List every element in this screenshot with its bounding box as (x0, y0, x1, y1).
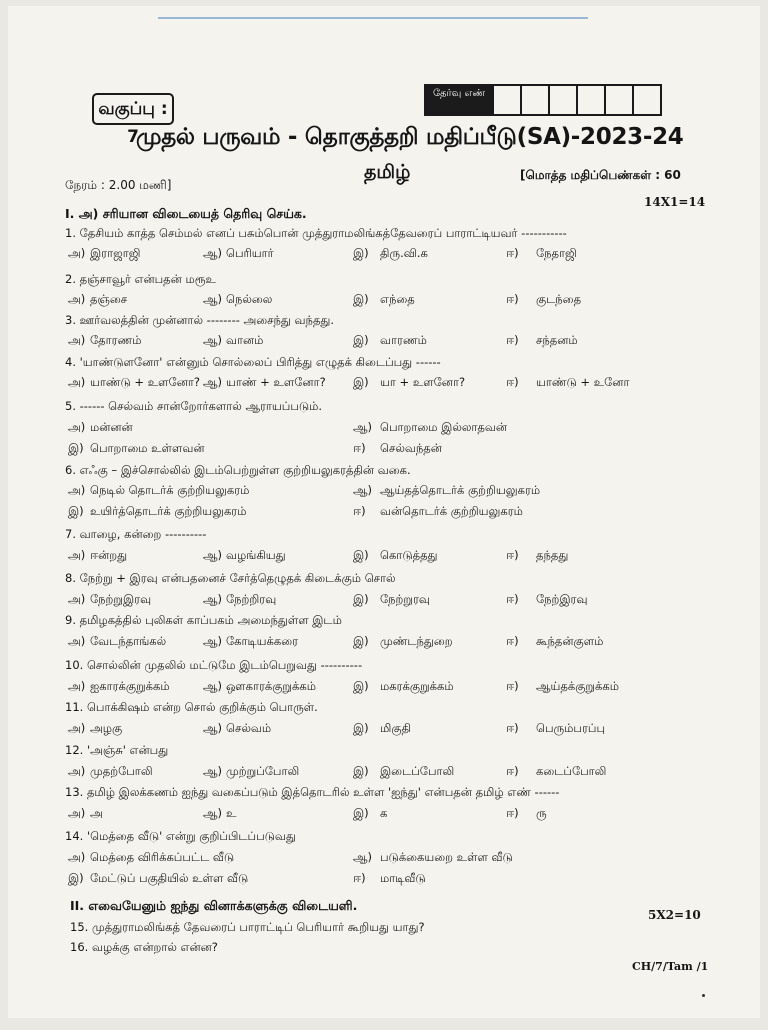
question-12: 12. 'அஞ்சு' என்பது (65, 743, 169, 757)
option-text: பெரியார் (226, 246, 274, 260)
option-text: ஈன்றது (90, 548, 128, 562)
question-2: 2. தஞ்சாவூர் என்பதன் மரூஉ (65, 272, 216, 286)
option-label: ஈ) (506, 592, 519, 606)
option-text: மெத்தை விரிக்கப்பட்ட வீடு (90, 850, 235, 864)
section-1-heading: I. அ) சரியான விடையைத் தெரிவு செய்க. (65, 206, 307, 221)
option-label: ஆ) (353, 420, 373, 434)
question-3: 3. ஊர்வலத்தின் முன்னால் -------- அசைந்து வந்தது. (65, 313, 335, 327)
option-text: நெல்லை (226, 292, 273, 306)
option-text: கோடியக்கரை (226, 634, 299, 648)
option-text: கொடுத்தது (380, 548, 438, 562)
question-16: 16. வழக்கு என்றால் என்ன? (70, 940, 218, 954)
option-label: ஈ) (506, 679, 519, 693)
option-label: இ) (353, 679, 369, 693)
option-text: இராஜாஜி (90, 246, 141, 260)
question-15: 15. முத்துராமலிங்கத் தேவரைப் பாராட்டிப் பெரியார் கூறியது யாது? (70, 920, 425, 934)
option-text: மன்னன் (90, 420, 133, 434)
option-label: அ) (68, 483, 86, 497)
option-label: ஈ) (506, 292, 519, 306)
option-label: ஆ) (203, 333, 223, 347)
option-text: வேடந்தாங்கல் (90, 634, 167, 648)
option-text: அ (90, 806, 103, 820)
section-2-marks: 5X2=10 (648, 908, 701, 922)
option-text: ரு (536, 806, 547, 820)
option-text: படுக்கையறை உள்ள வீடு (380, 850, 513, 864)
option-text: பொறாமை இல்லாதவன் (380, 420, 508, 434)
exam-sheet (8, 6, 760, 1018)
register-number-box (424, 84, 662, 116)
option-label: அ) (68, 850, 86, 864)
question-10: 10. சொல்லின் முதலில் மட்டுமே இடம்பெறுவது ---------- (65, 658, 363, 672)
option-text: ஐகாரக்குறுக்கம் (90, 679, 170, 693)
option-text: ஆய்தத்தொடர்க் குற்றியலுகரம் (380, 483, 541, 497)
option-label: அ) (68, 721, 86, 735)
option-text: மேட்டுப் பகுதியில் உள்ள வீடு (90, 871, 249, 885)
option-label: ஈ) (506, 375, 519, 389)
option-text: உ (226, 806, 237, 820)
top-divider (158, 17, 588, 19)
option-label: இ) (353, 721, 369, 735)
option-text: வழங்கியது (226, 548, 286, 562)
option-text: வன்தொடர்க் குற்றியலுகரம் (380, 504, 523, 518)
option-label: ஆ) (203, 721, 223, 735)
option-label: இ) (353, 548, 369, 562)
option-label: ஆ) (353, 483, 373, 497)
option-label: ஆ) (203, 548, 223, 562)
option-text: திரு.வி.க (380, 246, 428, 260)
option-label: ஆ) (203, 679, 223, 693)
option-label: ஆ) (203, 634, 223, 648)
option-text: வாரணம் (380, 333, 427, 347)
option-text: முதற்போலி (90, 764, 153, 778)
option-text: யாண்டு + உனோ (536, 375, 630, 389)
option-text: கடைப்போலி (536, 764, 607, 778)
question-11: 11. பொக்கிஷம் என்ற சொல் குறிக்கும் பொருள். (65, 700, 318, 714)
question-14: 14. 'மெத்தை வீடு' என்று குறிப்பிடப்படுவது (65, 829, 296, 843)
option-label: இ) (353, 333, 369, 347)
option-label: அ) (68, 548, 86, 562)
option-text: யாண் + உளனோ? (226, 375, 326, 389)
question-13: 13. தமிழ் இலக்கணம் ஐந்து வகைப்படும் இத்தொடரில் உள்ள 'ஐந்து' என்பதன் தமிழ் எண் ------ (65, 785, 560, 799)
exam-title: முதல் பருவம் - தொகுத்தறி மதிப்பீடு(SA)-2023-24 (136, 124, 684, 150)
option-text: மகரக்குறுக்கம் (380, 679, 454, 693)
option-label: ஈ) (353, 871, 366, 885)
option-text: முற்றுப்போலி (226, 764, 300, 778)
option-label: இ) (353, 292, 369, 306)
option-text: உயிர்த்தொடர்க் குற்றியலுகரம் (90, 504, 247, 518)
question-6: 6. எஃகு – இச்சொல்லில் இடம்பெற்றுள்ள குற்றியலுகரத்தின் வகை. (65, 463, 411, 477)
option-text: நேற்றுரவு (380, 592, 430, 606)
register-digit-cell[interactable] (632, 86, 660, 114)
option-label: இ) (353, 375, 369, 389)
page-mark (702, 994, 705, 997)
page-code: CH/7/Tam /1 (632, 960, 709, 973)
question-1: 1. தேசியம் காத்த செம்மல் எனப் பசும்பொன் முத்துராமலிங்கத்தேவரைப் பாராட்டியவர் ----------- (65, 226, 567, 240)
option-text: அழகு (90, 721, 123, 735)
option-text: சந்தனம் (536, 333, 578, 347)
option-label: ஈ) (506, 721, 519, 735)
register-number-label: தேர்வு எண் (426, 86, 492, 114)
option-label: அ) (68, 679, 86, 693)
option-label: அ) (68, 806, 86, 820)
time-allowed: நேரம் : 2.00 மணி] (65, 178, 172, 192)
option-label: ஈ) (506, 246, 519, 260)
option-label: அ) (68, 292, 86, 306)
option-text: இடைப்போலி (380, 764, 455, 778)
option-text: நேற்றுஇரவு (90, 592, 152, 606)
question-9: 9. தமிழகத்தில் புலிகள் காப்பகம் அமைந்துள்ள இடம் (65, 613, 342, 627)
register-digit-cell[interactable] (548, 86, 576, 114)
option-label: அ) (68, 634, 86, 648)
option-label: ஈ) (506, 764, 519, 778)
option-text: குடந்தை (536, 292, 582, 306)
option-label: அ) (68, 246, 86, 260)
option-label: ஈ) (353, 441, 366, 455)
option-text: தந்தது (536, 548, 569, 562)
option-label: அ) (68, 420, 86, 434)
option-label: ஈ) (506, 806, 519, 820)
option-text: மாடிவீடு (380, 871, 426, 885)
option-label: ஆ) (203, 375, 223, 389)
section-1-marks: 14X1=14 (644, 195, 706, 209)
option-text: நேதாஜி (536, 246, 577, 260)
register-digit-cell[interactable] (520, 86, 548, 114)
question-7: 7. வாழை, கன்றை ---------- (65, 527, 207, 541)
option-text: செல்வம் (226, 721, 272, 735)
option-label: ஆ) (203, 292, 223, 306)
option-label: ஈ) (506, 634, 519, 648)
option-label: இ) (353, 806, 369, 820)
option-label: அ) (68, 592, 86, 606)
option-label: ஈ) (506, 548, 519, 562)
option-text: தோரணம் (90, 333, 142, 347)
option-label: இ) (68, 871, 84, 885)
option-label: அ) (68, 375, 86, 389)
question-5: 5. ------ செல்வம் சான்றோர்களால் ஆராயப்படும். (65, 399, 323, 413)
option-label: இ) (68, 441, 84, 455)
option-label: அ) (68, 764, 86, 778)
subject-title: தமிழ் (364, 161, 411, 183)
option-label: இ) (353, 634, 369, 648)
section-2-heading: II. எவையேனும் ஐந்து வினாக்களுக்கு விடையளி. (70, 898, 358, 913)
option-label: ஆ) (203, 764, 223, 778)
question-4: 4. 'யாண்டுளனோ' என்னும் சொல்லைப் பிரித்து எழுதக் கிடைப்பது ------ (65, 355, 441, 369)
option-text: க (380, 806, 388, 820)
option-text: ஆய்தக்குறுக்கம் (536, 679, 619, 693)
option-label: ஆ) (203, 806, 223, 820)
option-text: யா + உளனோ? (380, 375, 466, 389)
option-label: ஆ) (203, 246, 223, 260)
option-text: பொறாமை உள்ளவன் (90, 441, 205, 455)
option-text: யாண்டு + உளனோ? (90, 375, 200, 389)
register-digit-cell[interactable] (576, 86, 604, 114)
register-digit-cell[interactable] (492, 86, 520, 114)
option-text: நேற்றிரவு (226, 592, 277, 606)
option-label: ஈ) (506, 333, 519, 347)
option-label: ஆ) (353, 850, 373, 864)
option-label: இ) (68, 504, 84, 518)
question-8: 8. நேற்று + இரவு என்பதனைச் சேர்த்தெழுதக் கிடைக்கும் சொல் (65, 571, 396, 585)
option-label: இ) (353, 592, 369, 606)
option-text: பெரும்பரப்பு (536, 721, 606, 735)
class-label: வகுப்பு : 7 (92, 93, 174, 125)
option-text: நேற்இரவு (536, 592, 588, 606)
option-label: அ) (68, 333, 86, 347)
option-label: இ) (353, 764, 369, 778)
option-label: இ) (353, 246, 369, 260)
register-digit-cell[interactable] (604, 86, 632, 114)
option-text: கூந்தன்குளம் (536, 634, 604, 648)
option-text: செல்வந்தன் (380, 441, 442, 455)
option-text: முண்டந்துறை (380, 634, 453, 648)
option-text: வானம் (226, 333, 264, 347)
option-text: மிகுதி (380, 721, 411, 735)
option-label: ஆ) (203, 592, 223, 606)
option-text: தஞ்சை (90, 292, 128, 306)
option-text: ஔகாரக்குறுக்கம் (226, 679, 317, 693)
option-text: நெடில் தொடர்க் குற்றியலுகரம் (90, 483, 250, 497)
option-label: ஈ) (353, 504, 366, 518)
total-marks: [மொத்த மதிப்பெண்கள் : 60 (520, 168, 681, 182)
option-text: எந்தை (380, 292, 415, 306)
